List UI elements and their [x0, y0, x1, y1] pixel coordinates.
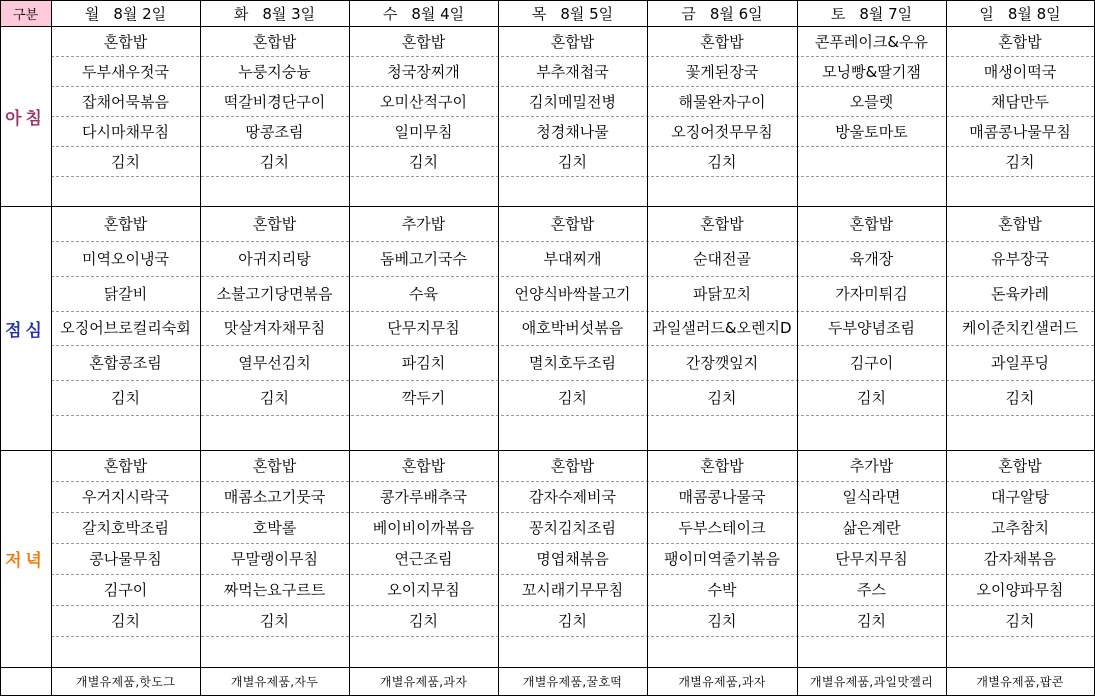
row-divider [51, 636, 1094, 637]
row-divider [51, 176, 1094, 177]
menu-item: 간장깻잎지 [685, 354, 759, 373]
menu-item: 혼합밥 [700, 457, 744, 475]
menu-item: 혼합밥 [103, 457, 148, 475]
row-divider [51, 481, 1094, 482]
date-label: 8월 6일 [709, 4, 763, 23]
row-divider [51, 146, 1094, 147]
menu-item: 김치 [260, 612, 289, 630]
menu-item: 혼합밥 [550, 457, 595, 475]
menu-item: 김치 [707, 612, 737, 630]
menu-item: 김치 [857, 389, 886, 408]
weekday-label: 금 [681, 4, 696, 23]
column-divider [0, 0, 1, 696]
row-divider [51, 415, 1094, 416]
column-divider [51, 0, 52, 696]
weekday-label: 토 [830, 4, 846, 23]
snack-item: 개별유제품,과자 [678, 674, 766, 689]
day-header [200, 0, 349, 26]
menu-item: 유부장국 [991, 249, 1049, 268]
menu-item: 감자수제비국 [529, 488, 616, 506]
menu-item: 김치 [558, 152, 587, 171]
row-divider [51, 56, 1094, 57]
menu-item: 혼합밥 [401, 457, 446, 475]
row-divider [51, 241, 1094, 242]
menu-item: 방울토마토 [835, 122, 908, 141]
menu-item: 오믈렛 [849, 92, 894, 111]
menu-item: 김구이 [849, 354, 894, 373]
menu-item: 육개장 [849, 249, 894, 268]
menu-item: 부추재첩국 [536, 62, 609, 81]
menu-item: 누룽지숭늉 [238, 62, 311, 81]
menu-item: 떡갈비경단구이 [223, 92, 326, 111]
day-header [498, 0, 647, 26]
row-divider [51, 543, 1094, 544]
menu-item: 김치 [260, 152, 289, 171]
menu-item: 혼합밥 [998, 457, 1042, 475]
section-divider [0, 26, 1095, 27]
menu-item: 김치 [409, 152, 438, 171]
menu-item: 미역오이냉국 [82, 249, 169, 268]
row-divider [51, 116, 1094, 117]
menu-item: 오이지무침 [387, 581, 460, 599]
row-divider [51, 512, 1094, 513]
menu-item: 고추참치 [991, 519, 1049, 537]
menu-item: 혼합밥 [550, 214, 595, 233]
menu-item: 콘푸레이크&우유 [814, 32, 929, 51]
menu-item [647, 415, 797, 450]
weekday-label: 일 [979, 4, 994, 23]
menu-item: 청경채나물 [536, 122, 609, 141]
menu-item: 모닝빵&딸기잼 [822, 62, 921, 81]
menu-item: 매콤콩나물국 [678, 488, 766, 506]
column-divider [647, 0, 648, 696]
menu-item [51, 415, 200, 450]
meal-label: 아침 [5, 108, 46, 129]
snack-item: 개별유제품,팝콘 [976, 674, 1064, 689]
date-label: 8월 4일 [411, 4, 465, 23]
snack-item: 개별유제품,핫도그 [75, 674, 176, 689]
snack-item: 개별유제품,과일맛젤리 [809, 674, 934, 689]
row-divider [51, 574, 1094, 575]
menu-item: 매생이떡국 [983, 62, 1057, 81]
menu-item: 오미산적구이 [380, 92, 467, 111]
menu-item: 명엽채볶음 [536, 550, 609, 568]
row-divider [51, 276, 1094, 277]
menu-item: 소불고기당면볶음 [216, 284, 333, 303]
menu-item: 언양식바싹불고기 [514, 284, 631, 303]
menu-item [498, 415, 647, 450]
section-divider [0, 0, 1095, 1]
menu-item [797, 176, 946, 206]
weekday-label: 화 [233, 4, 249, 23]
section-divider [0, 667, 1095, 668]
menu-item: 혼합밥 [998, 214, 1042, 233]
day-header [946, 0, 1094, 26]
menu-item: 김치 [1005, 612, 1035, 630]
day-header [647, 0, 797, 26]
menu-item: 혼합밥 [252, 214, 297, 233]
menu-item: 애호박버섯볶음 [521, 319, 624, 338]
menu-item: 갈치호박조림 [82, 519, 169, 537]
menu-item: 해물완자구이 [678, 92, 766, 111]
menu-item: 두부스테이크 [678, 519, 766, 537]
menu-item [797, 146, 946, 176]
menu-item: 청국장찌개 [387, 62, 460, 81]
row-divider [51, 605, 1094, 606]
menu-item: 혼합밥 [103, 214, 148, 233]
menu-item [647, 636, 797, 667]
menu-item: 파김치 [401, 354, 446, 373]
menu-item: 부대찌개 [543, 249, 602, 268]
column-divider [498, 0, 499, 696]
menu-item: 아귀지리탕 [238, 249, 311, 268]
menu-item: 추가밥 [849, 457, 894, 475]
menu-item: 김구이 [103, 581, 148, 599]
menu-item: 과일푸딩 [991, 354, 1049, 373]
menu-item: 꽃게된장국 [685, 62, 759, 81]
menu-item [797, 415, 946, 450]
section-divider [0, 206, 1095, 207]
menu-item: 김치 [1005, 152, 1035, 171]
date-label: 8월 2일 [113, 4, 167, 23]
row-divider [51, 345, 1094, 346]
menu-item: 두부새우젓국 [82, 62, 169, 81]
day-header [51, 0, 200, 26]
menu-item: 파닭꼬치 [693, 284, 751, 303]
menu-item: 혼합밥 [849, 214, 894, 233]
menu-item [349, 176, 498, 206]
menu-item: 단무지무침 [387, 319, 460, 338]
menu-item: 김치 [260, 389, 289, 408]
menu-item: 깍두기 [401, 389, 446, 408]
row-divider [51, 86, 1094, 87]
menu-item: 맛살겨자채무침 [223, 319, 326, 338]
menu-item: 짜먹는요구르트 [223, 581, 326, 599]
menu-item: 과일샐러드&오렌지D [652, 319, 792, 338]
menu-item: 멸치호두조림 [529, 354, 616, 373]
menu-item: 땅콩조림 [245, 122, 304, 141]
menu-item [946, 636, 1094, 667]
weekday-label: 목 [531, 4, 547, 23]
column-divider [349, 0, 350, 696]
menu-item: 매콤소고기뭇국 [223, 488, 326, 506]
menu-item: 가자미튀김 [835, 284, 908, 303]
menu-item [51, 176, 200, 206]
weekday-label: 월 [84, 4, 100, 23]
column-divider [200, 0, 201, 696]
menu-item: 김치 [558, 389, 587, 408]
menu-item: 김치 [857, 612, 886, 630]
menu-item [349, 636, 498, 667]
menu-item: 무말랭이무침 [231, 550, 318, 568]
menu-item: 김치 [111, 612, 140, 630]
menu-item [200, 636, 349, 667]
menu-item: 추가밥 [401, 214, 446, 233]
row-divider [51, 311, 1094, 312]
menu-item: 호박롤 [252, 519, 297, 537]
menu-item: 혼합밥 [998, 32, 1042, 51]
menu-item: 다시마채무침 [82, 122, 169, 141]
menu-item: 꼬시래기무무침 [521, 581, 624, 599]
menu-item: 김치 [558, 612, 587, 630]
menu-item: 채담만두 [991, 92, 1049, 111]
column-divider [946, 0, 947, 696]
row-divider [51, 380, 1094, 381]
menu-item: 수육 [409, 284, 438, 303]
menu-item: 콩나물무침 [89, 550, 162, 568]
menu-item: 김치메밀전병 [529, 92, 616, 111]
menu-item: 일미무침 [394, 122, 453, 141]
menu-item [349, 415, 498, 450]
menu-item: 감자채볶음 [983, 550, 1057, 568]
snack-item: 개별유제품,자두 [230, 674, 319, 689]
menu-item: 우거지시락국 [82, 488, 169, 506]
corner-label: 구분 [0, 0, 51, 26]
menu-item: 매콤콩나물무침 [969, 122, 1071, 141]
date-label: 8월 7일 [859, 4, 913, 23]
menu-item [498, 176, 647, 206]
menu-item: 콩가루배추국 [380, 488, 467, 506]
date-label: 8월 3일 [262, 4, 316, 23]
menu-item: 두부양념조림 [828, 319, 915, 338]
menu-item: 수박 [707, 581, 737, 599]
menu-item [946, 176, 1094, 206]
menu-item [797, 636, 946, 667]
snack-item: 개별유제품,과자 [379, 674, 468, 689]
menu-item: 꽁치김치조림 [529, 519, 616, 537]
day-header [797, 0, 946, 26]
menu-item: 혼합밥 [700, 32, 744, 51]
menu-item: 대구알탕 [991, 488, 1049, 506]
menu-item: 연근조림 [394, 550, 453, 568]
date-label: 8월 8일 [1007, 4, 1061, 23]
menu-item: 오이양파무침 [976, 581, 1064, 599]
day-header [349, 0, 498, 26]
menu-item: 혼합밥 [252, 32, 297, 51]
menu-item [51, 636, 200, 667]
menu-item: 김치 [111, 389, 140, 408]
meal-label: 점심 [5, 320, 46, 341]
menu-item: 닭갈비 [103, 284, 148, 303]
menu-item: 주스 [857, 581, 886, 599]
menu-item [200, 415, 349, 450]
menu-item [946, 415, 1094, 450]
menu-item: 돔베고기국수 [380, 249, 467, 268]
menu-item: 오징어젓무무침 [671, 122, 773, 141]
menu-item: 김치 [409, 612, 438, 630]
menu-item: 혼합밥 [252, 457, 297, 475]
menu-item [200, 176, 349, 206]
menu-item: 순대전골 [693, 249, 751, 268]
date-label: 8월 5일 [560, 4, 614, 23]
menu-item: 케이준치킨샐러드 [962, 319, 1078, 338]
menu-item: 열무선김치 [238, 354, 311, 373]
menu-item [498, 636, 647, 667]
menu-item: 김치 [111, 152, 140, 171]
menu-item: 혼합밥 [550, 32, 595, 51]
menu-item: 일식라면 [842, 488, 901, 506]
menu-item: 돈육카레 [991, 284, 1049, 303]
menu-item: 팽이미역줄기볶음 [664, 550, 780, 568]
menu-item: 단무지무침 [835, 550, 908, 568]
section-divider [0, 450, 1095, 451]
menu-item: 오징어브로컬리숙회 [60, 319, 191, 338]
menu-item [647, 176, 797, 206]
menu-item: 혼합밥 [103, 32, 148, 51]
weekday-label: 수 [382, 4, 398, 23]
menu-item: 혼합콩조림 [89, 354, 162, 373]
menu-item: 김치 [1005, 389, 1035, 408]
menu-item: 삶은계란 [842, 519, 901, 537]
meal-label: 저녁 [5, 551, 46, 571]
menu-item: 혼합밥 [700, 214, 744, 233]
menu-item: 김치 [707, 389, 737, 408]
column-divider [797, 0, 798, 696]
menu-item: 잡채어묵볶음 [82, 92, 169, 111]
menu-item: 김치 [707, 152, 737, 171]
menu-item: 혼합밥 [401, 32, 446, 51]
menu-item: 베이비이까볶음 [372, 519, 475, 537]
snack-item: 개별유제품,꿀호떡 [522, 674, 623, 689]
